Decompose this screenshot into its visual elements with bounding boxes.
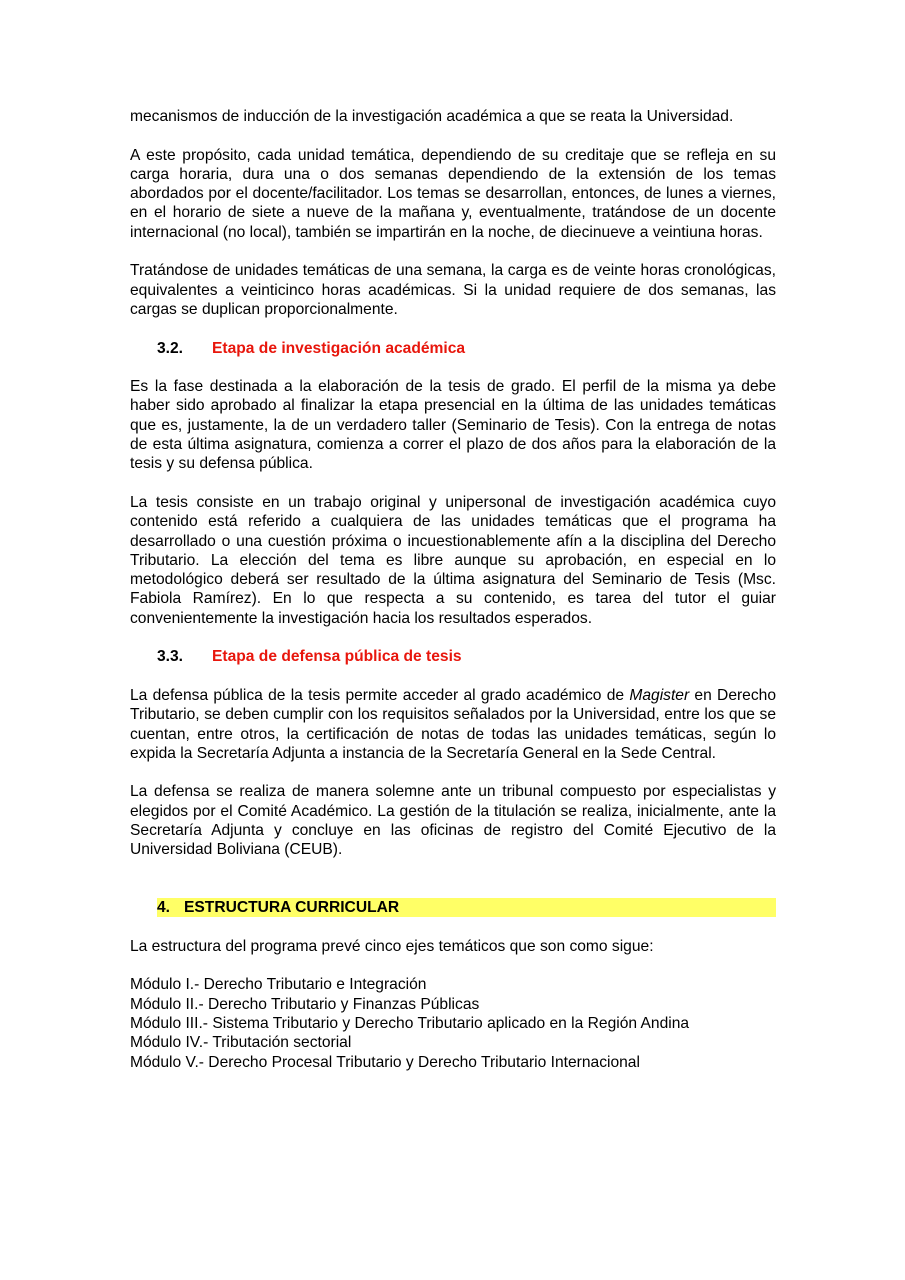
section-number: 4.	[157, 899, 171, 917]
text-run: en Derecho Tributario, se deben cumplir con los requisitos señalados por la Universidad, entre los que se cuentan, entre otros, la certificación de notas de todas las unidades temáticas, según lo expida la Secretaría Adjunta a instancia de la Secretaría General en la Sede Central.	[130, 686, 776, 762]
paragraph-solemne: La defensa se realiza de manera solemne ante un tribunal compuesto por especialistas y elegidos por el Comité Académico. La gestión de la titulación se realiza, inicialmente, ante la Secretaría Adjunta y concluye en las oficinas de registro del Comité Ejecutivo de la Universidad Boliviana (CEUB).	[130, 783, 776, 859]
section-heading-4	[157, 898, 776, 917]
list-item: Módulo II.- Derecho Tributario y Finanzas Públicas	[130, 995, 480, 1013]
section-heading-3-2	[130, 339, 776, 358]
section-heading-3-3	[130, 647, 776, 666]
section-title: Etapa de defensa pública de tesis	[212, 648, 462, 666]
paragraph-tesis: La tesis consiste en un trabajo original y unipersonal de investigación académica cuyo contenido está referido a cualquiera de las unidades temáticas que el programa ha desarrollado o una cuestión próxima o incuestionablemente afín a la disciplina del Derecho Tributario. La elección del tema es libre aunque su aprobación, en especial en lo metodológico deberá ser resultado de la última asignatura del Seminario de Tesis (Msc. Fabiola Ramírez). En lo que respecta a su contenido, es tarea del tutor el guiar convenientemente la investigación hacia los resultados esperados.	[130, 493, 776, 627]
list-item: Módulo IV.- Tributación sectorial	[130, 1034, 352, 1052]
emphasis-text: Magister	[629, 686, 690, 704]
list-item: Módulo V.- Derecho Procesal Tributario y Derecho Tributario Internacional	[130, 1053, 640, 1071]
text-run: La defensa pública de la tesis permite acceder al grado académico de	[130, 686, 630, 704]
paragraph-intro-end: mecanismos de inducción de la investigación académica a que se reata la Universidad.	[130, 108, 734, 125]
section-title: Etapa de investigación académica	[212, 339, 466, 357]
paragraph-carga: Tratándose de unidades temáticas de una semana, la carga es de veinte horas cronológicas, equivalentes a veinticinco horas académicas. Si la unidad requiere de dos semanas, las cargas se duplican proporcionalmente.	[130, 262, 776, 318]
paragraph-fase: Es la fase destinada a la elaboración de la tesis de grado. El perfil de la misma ya debe haber sido aprobado al finalizar la etapa presencial en la última de las unidades temáticas que es, justamente, la de un verdadero taller (Seminario de Tesis). Con la entrega de notas de esta última asignatura, comienza a correr el plazo de dos años para la elaboración de la tesis y su defensa pública.	[130, 378, 776, 473]
paragraph-defensa	[130, 686, 776, 763]
paragraph-proposito: A este propósito, cada unidad temática, dependiendo de su creditaje que se refleja en su carga horaria, dura una o dos semanas dependiendo de la extensión de los temas abordados por el docente/facilitador. Los temas se desarrollan, entonces, de lunes a viernes, en el horario de siete a nueve de la mañana y, eventualmente, tratándose de un docente internacional (no local), también se impartirán en la noche, de diecinueve a veintiuna horas.	[130, 146, 776, 241]
list-item: Módulo III.- Sistema Tributario y Derecho Tributario aplicado en la Región Andina	[130, 1014, 690, 1032]
section-number: 3.2.	[157, 339, 184, 357]
section-number: 3.3.	[157, 648, 184, 666]
list-item: Módulo I.- Derecho Tributario e Integración	[130, 976, 427, 994]
paragraph-estructura: La estructura del programa prevé cinco ejes temáticos que son como sigue:	[130, 937, 654, 955]
document-page	[130, 107, 776, 1072]
module-list	[130, 975, 776, 1071]
section-title: ESTRUCTURA CURRICULAR	[184, 899, 400, 917]
